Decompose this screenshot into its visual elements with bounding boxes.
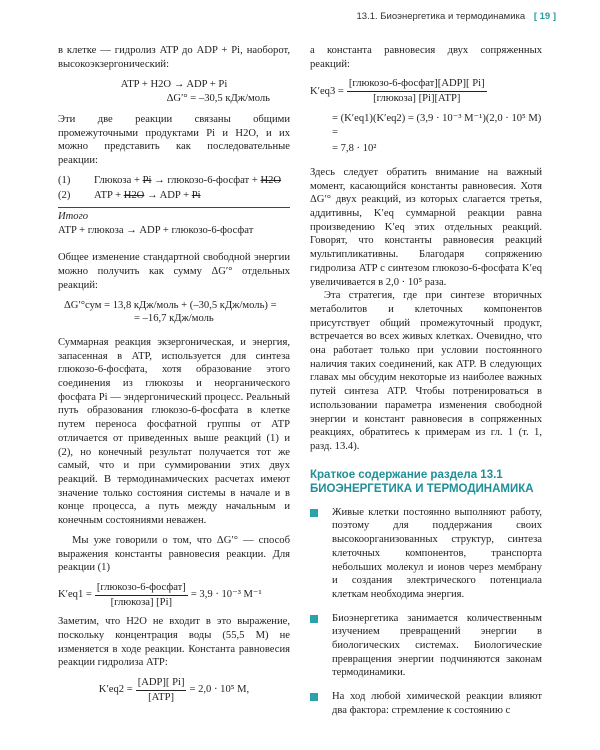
reaction-text: Глюкоза + <box>94 174 143 186</box>
equation-line: ΔG′°сум = 13,8 кДж/моль + (–30,5 кДж/моль) = <box>64 299 277 311</box>
bullet-square-icon <box>310 615 318 623</box>
cancelled-term: H2O <box>123 190 145 202</box>
paragraph: а константа равновесия двух сопряженных реакций: <box>310 45 542 70</box>
equation-line: ATP + H2O → ADP + Pi <box>120 79 228 91</box>
reaction-text: ATP + <box>94 190 124 202</box>
reaction-list <box>58 174 290 238</box>
paragraph: Мы уже говорили о том, что ΔG′° — способ выражения константы равновесия реакции. Для реакции (1) <box>58 534 290 574</box>
denominator: [ATP] <box>148 691 175 703</box>
formula-lhs: K′eq1 = <box>58 589 92 601</box>
equation-line: = (K′eq1)(K′eq2) = (3,9 · 10⁻³ М⁻¹)(2,0 · 10⁵ М) = <box>332 112 542 138</box>
summary-text: На ход любой химической реакции влияют два фактора: стремление к состоянию с <box>332 691 542 716</box>
summary-item <box>310 506 542 602</box>
equilibrium-constant-1 <box>58 581 290 609</box>
reaction-text: → глюкозо-6-фосфат + <box>151 174 261 186</box>
summary-text: Биоэнергетика занимается количественным изучением превращений энергии в биологических системах. Биологические превращения энергии подчиняются законам термодинамики. <box>332 612 542 679</box>
paragraph: Здесь следует обратить внимание на важный момент, касающийся константы равновесия. Хотя ΔG′° двух реакций, из которых слагается третья, аддитивны, K′eq суммарной реакции равна произведению K′eq этих отдельных реакций. Говорят, что константы равновесия реакций мультипликативны. Благодаря сопряжению гидролиза ATP с синтезом глюкозо-6-фосфата K′eq увеличивается в 2,0 · 10⁵ раза. <box>310 166 542 288</box>
bullet-square-icon <box>310 693 318 701</box>
right-column <box>310 44 542 718</box>
formula-lhs: K′eq3 = <box>310 85 344 97</box>
left-column <box>58 44 290 711</box>
bullet-square-icon <box>310 509 318 517</box>
equation-delta-g: ΔG′° = –30,5 кДж/моль <box>166 93 270 105</box>
summary-heading <box>310 468 542 496</box>
equation-line: = –16,7 кДж/моль <box>134 313 214 325</box>
numerator: [глюкозо-6-фосфат][ADP][ Pi] <box>347 77 487 92</box>
numerator: [ADP][ Pi] <box>136 676 187 691</box>
formula-lhs: K′eq2 = <box>98 684 133 696</box>
reaction-number: (1) <box>58 174 71 186</box>
denominator: [глюкоза] [Pi] <box>110 596 173 608</box>
numerator: [глюкозо-6-фосфат] <box>95 581 188 596</box>
summary-item <box>310 612 542 681</box>
summary-item <box>310 690 542 717</box>
fraction <box>136 676 187 704</box>
cancelled-term: H2O <box>260 174 282 186</box>
total-label: Итого <box>58 207 290 224</box>
paragraph: Эти две реакции связаны общими промежуточными продуктами Pi и H2O, и их можно представить как последовательные реакции: <box>58 113 290 166</box>
cancelled-term: Pi <box>191 190 201 202</box>
reaction-number: (2) <box>58 190 71 202</box>
equation-atp-hydrolysis <box>58 78 290 105</box>
paragraph: Эта стратегия, где при синтезе вторичных метаболитов и клеточных компонентов присутствует общий промежуточный продукт, встречается во всех живых клетках. Очевидно, что она работает только при условии постоянного наличия таких соединений, как ATP. В следующих главах мы обсудим некоторые из наиболее важных путей синтеза ATP. Чтобы потренироваться в использовании параметра изменения свободной энергии и констант равновесия в сопряженных реакциях, обратитесь к примерам из гл. 1 (т. 1, разд. 13.4). <box>310 290 542 452</box>
summary-title: Краткое содержание раздела 13.1 <box>310 468 503 481</box>
denominator: [глюкоза] [Pi][ATP] <box>373 93 461 105</box>
reaction-1 <box>58 174 290 188</box>
running-header <box>357 10 556 24</box>
paragraph: Суммарная реакция экзергоническая, и энергия, запасенная в ATP, используется для синтеза глюкозо-6-фосфата, хотя образование этого соединения из глюкозы и неорганического фосфата Pi — эндергонический процесс. Реальный путь образования глюкозо-6-фосфата в клетке путем переноса фосфатной группы от ATP отличается от приведенных выше реакций (1) и (2), но конечный результат получается тот же самый, что и при суммировании этих двух реакций. В термодинамических расчетах имеют значение только состояния системы в начале и в конце процесса, а путь между начальным и конечным состояниями неважен. <box>58 336 290 527</box>
paragraph: Общее изменение стандартной свободной энергии можно получить как сумму ΔG′° отдельных реакций: <box>58 252 290 291</box>
summary-subtitle: БИОЭНЕРГЕТИКА И ТЕРМОДИНАМИКА <box>310 482 534 495</box>
paragraph: в клетке — гидролиз ATP до ADP + Pi, наоборот, высокоэкзергонический: <box>58 45 290 70</box>
equilibrium-constant-2 <box>58 676 290 704</box>
equation-line: = 7,8 · 10² <box>332 143 377 155</box>
formula-rhs: = 2,0 · 10⁵ М, <box>189 684 250 696</box>
total-reaction: ATP + глюкоза → ADP + глюкозо-6-фосфат <box>58 224 254 236</box>
fraction <box>347 77 487 105</box>
section-title: 13.1. Биоэнергетика и термодинамика <box>356 11 526 22</box>
fraction <box>95 581 188 609</box>
reaction-2 <box>58 189 290 203</box>
summary-text: Живые клетки постоянно выполняют работу, поэтому для поддержания своих высокоорганизованных структур, синтеза клеточных компонентов, транспорта небольших молекул и ионов через мембрану и создания электрического потенциала клеткам необходима энергия. <box>332 506 542 600</box>
page-number: [ 19 ] <box>533 11 556 22</box>
sum-equation <box>64 299 290 326</box>
reaction-text: → ADP + <box>144 190 192 202</box>
equilibrium-constant-3 <box>310 77 542 105</box>
formula-rhs: = 3,9 · 10⁻³ М⁻¹ <box>190 589 262 601</box>
paragraph: Заметим, что H2O не входит в это выражение, поскольку концентрация воды (55,5 М) не изменяется в ходе реакции. Константа равновесия реакции гидролиза ATP: <box>58 616 290 669</box>
cancelled-term: Pi <box>142 174 152 186</box>
